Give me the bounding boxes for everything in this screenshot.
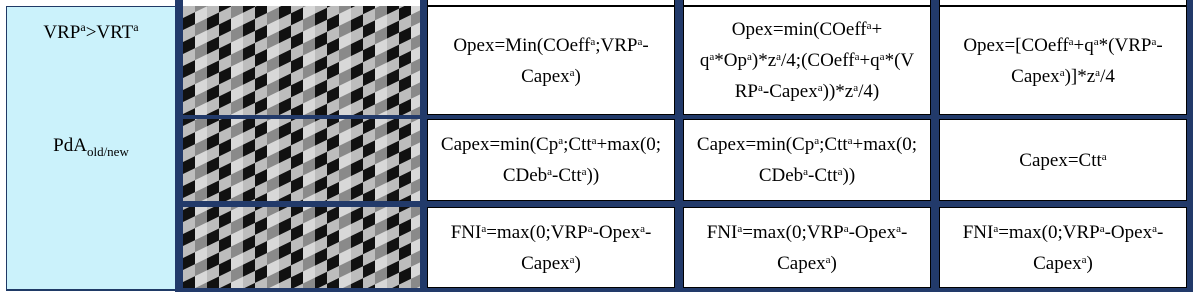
capex-cell-3: Capex=Ctt$^a$	[939, 119, 1187, 201]
fni-cell-2: $FNI^a=\max(0;VRP^a-Opex^a-$ Capex$^a$)	[683, 207, 931, 288]
separator-left	[175, 0, 183, 292]
separator-3	[931, 0, 939, 292]
opex-cell-1: $Opex=Min(COeff^a;VRP^a-$ Capex$^a$)	[427, 6, 675, 115]
capex-cell-1: $Capex=\min(Cp^a;Ctt^a+\max(0$; CDeb$^a$-Ctt$^a$))	[427, 119, 675, 201]
diagonal-checker-pattern	[183, 6, 420, 288]
row-label-column	[6, 6, 177, 291]
separator-right	[1187, 0, 1193, 292]
procedure-label: PdA$_{old/new}$	[53, 135, 129, 159]
opex-cell-2: Opex=min(COeff$^a$+ $q^a*Op^a)*z^a/4;(COeff^a+q^a*(V$ $RP^a-Capex^a))*z^a/4$)	[683, 6, 931, 115]
bottom-border	[175, 288, 1193, 292]
fni-cell-3: $FNI^a=\max(0;VRP^a-Opex^a-$ Capex$^a$)	[939, 207, 1187, 288]
fni-cell-1: $FNI^a=\max(0;VRP^a-Opex^a-$ Capex$^a$)	[427, 207, 675, 288]
capex-cell-2: $Capex=\min(Cp^a;Ctt^a+\max(0$; CDeb$^a$-Ctt$^a$))	[683, 119, 931, 201]
separator-2	[675, 0, 683, 292]
separator-1	[420, 0, 427, 292]
condition-label: $VRP^a>VRT^a$	[43, 20, 139, 43]
opex-cell-3: $Opex=[COeff^a+q^a*(VRP^a-$ $Capex^a)]*z^a/4$	[939, 6, 1187, 115]
hatched-pattern-cell	[183, 6, 420, 288]
